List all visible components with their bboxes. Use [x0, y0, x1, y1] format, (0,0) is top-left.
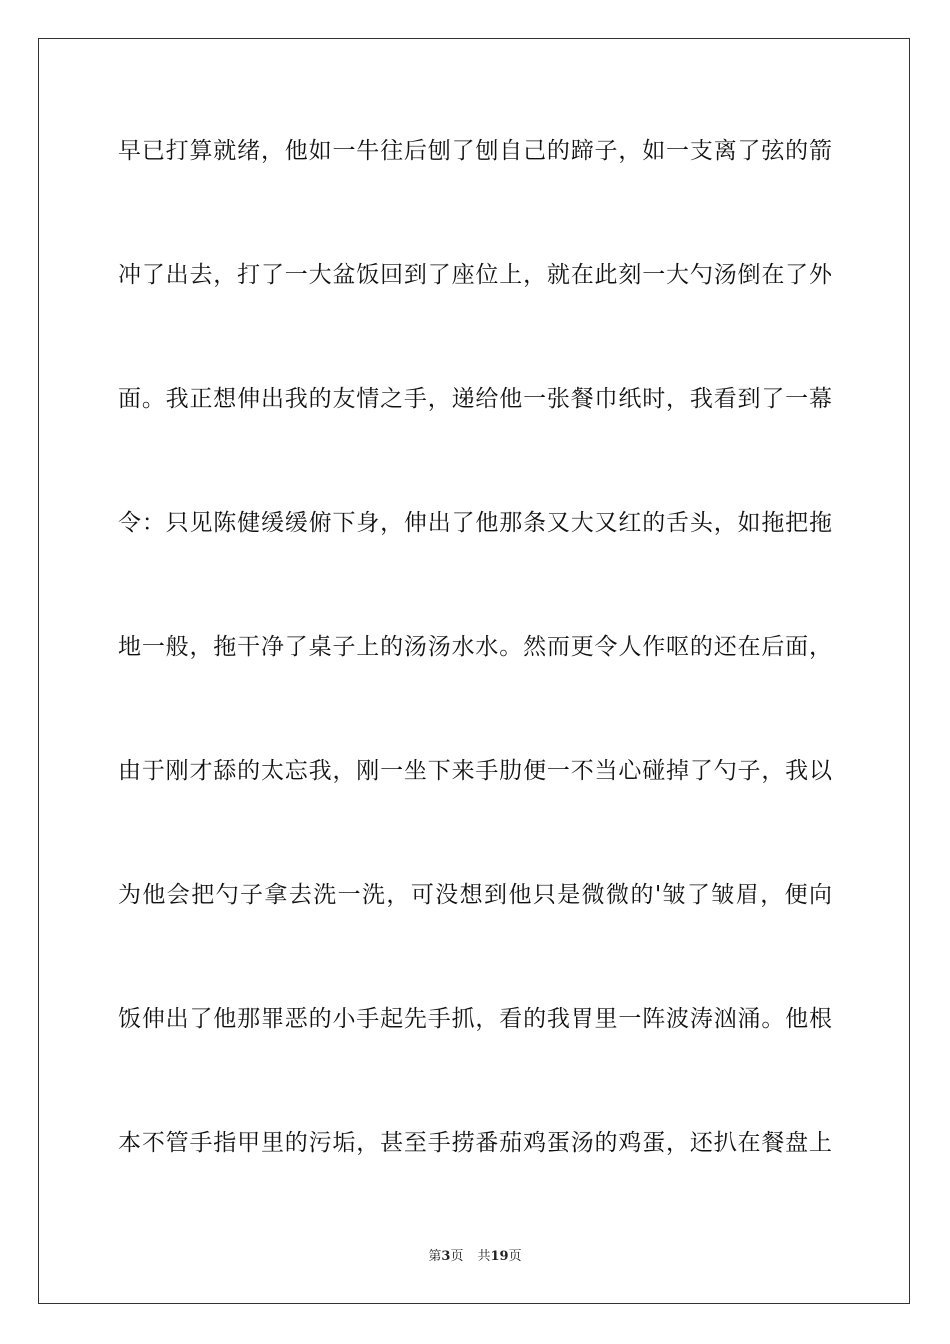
- page-border: [38, 38, 910, 1304]
- total-suffix: 页: [508, 1249, 522, 1264]
- body-text-line: 地一般，拖干净了桌子上的汤汤水水。然而更令人作呕的还在后面，: [118, 634, 832, 660]
- body-text-line: 冲了出去，打了一大盆饭回到了座位上，就在此刻一大勺汤倒在了外: [118, 262, 832, 288]
- page-suffix: 页: [450, 1249, 464, 1264]
- body-text-line: 由于刚才舔的太忘我，刚一坐下来手肋便一不当心碰掉了勺子，我以: [118, 758, 832, 784]
- total-prefix: 共: [477, 1249, 491, 1264]
- body-text-line: 早已打算就绪，他如一牛往后刨了刨自己的蹄子，如一支离了弦的箭: [118, 138, 832, 164]
- page-prefix: 第: [428, 1249, 442, 1264]
- body-text-line: 令：只见陈健缓缓俯下身，伸出了他那条又大又红的舌头，如拖把拖: [118, 510, 832, 536]
- body-text-line: 面。我正想伸出我的友情之手，递给他一张餐巾纸时，我看到了一幕: [118, 386, 832, 412]
- page-footer: [0, 1248, 950, 1266]
- body-text-line: 本不管手指甲里的污垢，甚至手捞番茄鸡蛋汤的鸡蛋，还扒在餐盘上: [118, 1130, 832, 1156]
- current-page-number: 3: [441, 1249, 451, 1264]
- body-text-line: 为他会把勺子拿去洗一洗，可没想到他只是微微的'皱了皱眉，便向: [118, 882, 832, 908]
- total-pages-number: 19: [490, 1249, 509, 1264]
- body-text-line: 饭伸出了他那罪恶的小手起先手抓，看的我胃里一阵波涛汹涌。他根: [118, 1006, 832, 1032]
